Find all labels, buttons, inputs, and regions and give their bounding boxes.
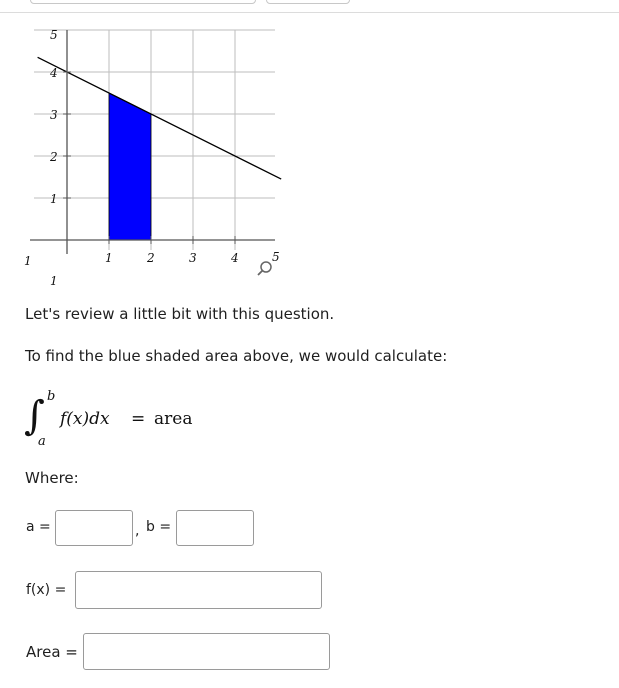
area-label: Area = [26, 643, 78, 661]
integrand: f(x)dx [60, 409, 110, 429]
intro-text: Let's review a little bit with this question. [25, 305, 335, 323]
graph [0, 22, 290, 288]
partial-tick-below: 1 [50, 274, 58, 288]
function-line [38, 57, 282, 179]
where-label: Where: [25, 469, 79, 487]
prompt-text: To find the blue shaded area above, we would calculate: [25, 347, 448, 365]
b-input[interactable] [176, 510, 254, 546]
fx-input[interactable] [75, 571, 322, 609]
fx-label: f(x) = [26, 582, 67, 598]
partial-tick-right: 5 [272, 250, 280, 264]
a-label: a = [26, 519, 51, 535]
grid [34, 30, 275, 250]
x-tick-label: 3 [189, 251, 197, 265]
shaded-area [109, 93, 151, 240]
magnifier-icon[interactable] [258, 262, 271, 275]
x-tick-label: 2 [147, 251, 155, 265]
y-tick-label: 4 [50, 66, 58, 80]
integral-rhs: area [154, 409, 193, 429]
integral-sign-icon: ∫ [24, 393, 45, 439]
a-input[interactable] [55, 510, 133, 546]
top-partial-field [30, 0, 256, 4]
y-tick-label: 1 [50, 192, 58, 206]
x-tick-label: 1 [105, 251, 113, 265]
partial-tick-left: 1 [24, 254, 32, 268]
y-tick-label: 2 [50, 150, 58, 164]
area-input[interactable] [83, 633, 330, 670]
top-partial-button [266, 0, 350, 4]
integral-lower-limit: a [38, 434, 46, 449]
b-label: b = [146, 519, 172, 535]
y-tick-label: 3 [50, 108, 58, 122]
x-tick-label: 4 [231, 251, 239, 265]
integral-equals: = [131, 409, 146, 429]
top-divider [0, 12, 619, 13]
integral-upper-limit: b [47, 389, 56, 404]
separator-comma: , [135, 523, 140, 539]
partial-tick-top: 5 [50, 28, 58, 42]
